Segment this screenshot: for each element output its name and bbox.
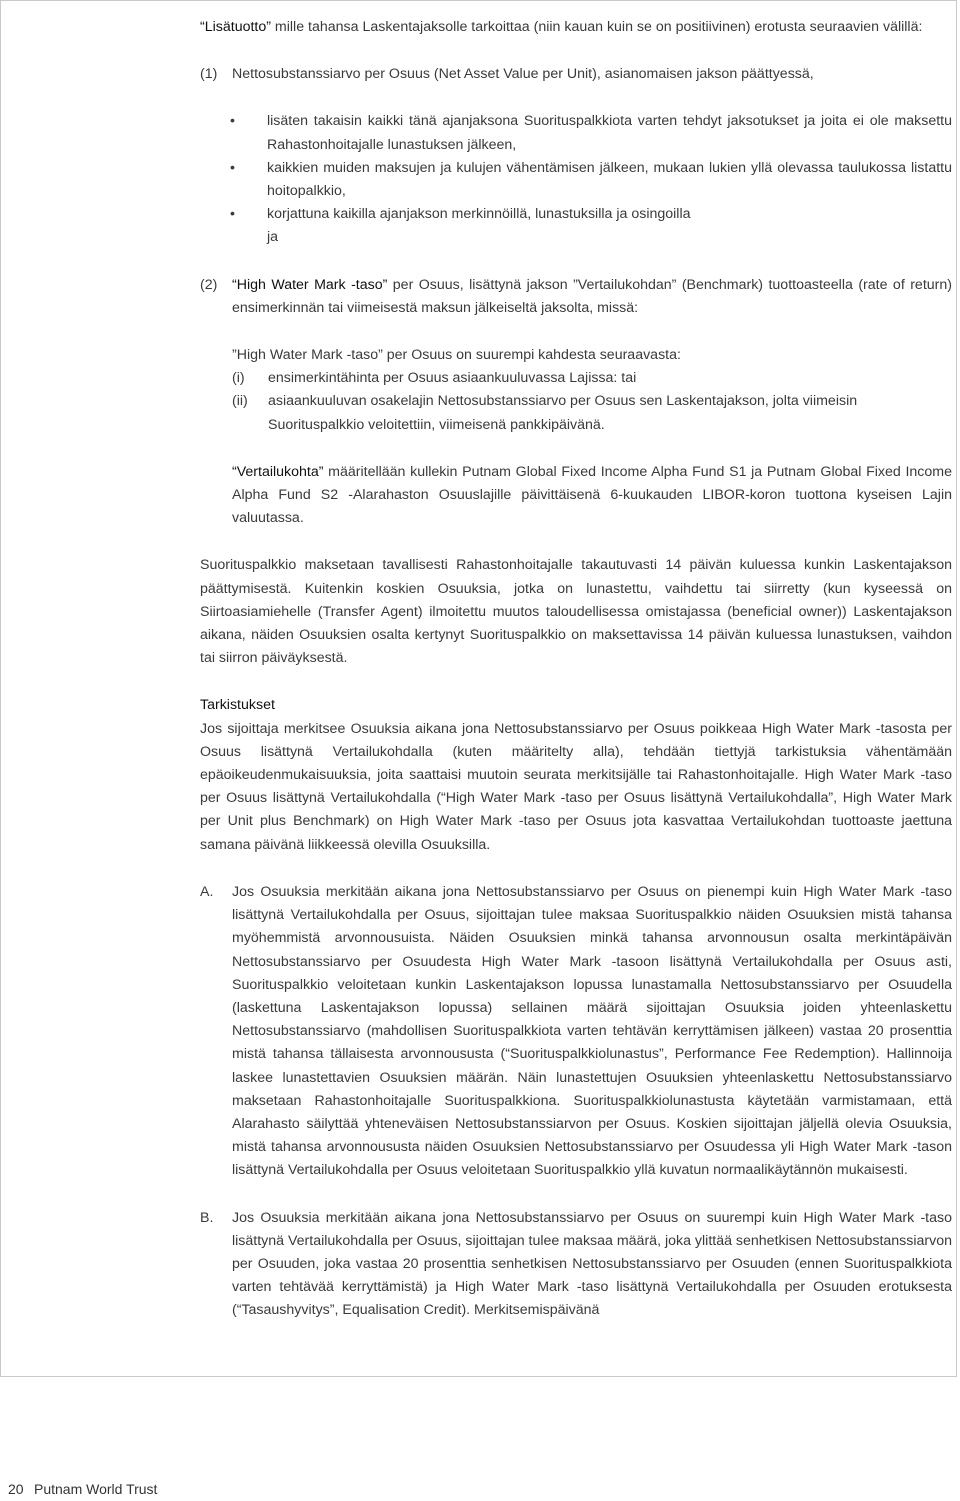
case-a-label: A. — [200, 883, 214, 900]
item-2-body — [232, 274, 952, 320]
case-a — [200, 881, 952, 1183]
hwm-item-text: asiaankuuluvan osakelajin Nettosubstanssiarvo per Osuus sen Laskentajakson, jolta viimeisin Suorituspalkkio veloitettiin, viimeisenä pankkipäivänä. — [268, 393, 858, 433]
item-2-number: (2) — [200, 276, 218, 293]
page-footer — [8, 1478, 157, 1501]
bullet-text: kaikkien muiden maksujen ja kulujen vähentämisen jälkeen, mukaan lukien yllä olevassa taulukossa listattu hoitopalkkio, — [267, 159, 952, 200]
item-2 — [200, 274, 952, 320]
page-number: 20 — [8, 1481, 24, 1497]
item-2-text: per Osuus, lisättynä jakson ”Vertailukohdan” (Benchmark) tuottoasteella (rate of return) ensimerkinnän tai viimeisestä maksun jälkeiseltä jaksolta, missä: — [232, 276, 952, 316]
hwm-item-number: (i) — [232, 370, 245, 387]
hwm-block — [232, 344, 952, 437]
document-title: Putnam World Trust — [34, 1481, 158, 1497]
case-b-label: B. — [200, 1209, 214, 1226]
bullet-item — [230, 110, 952, 156]
payment-paragraph: Suorituspalkkio maksetaan tavallisesti Rahastonhoitajalle takautuvasti 14 päivän kuluessa kunkin Laskentajakson päättymisestä. Kuitenkin koskien Osuuksia, jotka on lunastettu, vaihdettu tai siirretty (kun kyseessä on Siirtoasiamiehelle (Transfer Agent) ilmoitettu muutos taloudellisessa omistajassa (beneficial owner)) Laskentajakson aikana, näiden Osuuksien osalta kertynyt Suorituspalkkio on maksettavissa 14 päivän kuluessa lunastuksen, vaihdon tai siirron päiväyksestä. — [200, 557, 952, 667]
bullet-icon: • — [230, 159, 235, 176]
bullet-item — [230, 157, 952, 203]
hwm-item — [232, 390, 952, 436]
vertailukohta-term: “Vertailukohta” — [232, 463, 324, 480]
item-1-text: Nettosubstanssiarvo per Osuus (Net Asset Value per Unit), asianomaisen jakson päättyessä, — [232, 66, 814, 83]
lisatuotto-term: “Lisätuotto” — [200, 19, 271, 35]
vertailukohta-definition — [232, 461, 952, 531]
case-b — [200, 1207, 952, 1323]
hwm-item-number: (ii) — [232, 393, 248, 410]
item-1-number: (1) — [200, 66, 218, 83]
case-a-text: Jos Osuuksia merkitään aikana jona Nettosubstanssiarvo per Osuus on pienempi kuin High Water Mark -taso lisättynä Vertailukohdalla per Osuus, sijoittajan tulee maksaa Suorituspalkkio näiden Osuuksien mistä tahansa myöhemmistä arvonnousuista. Näiden Osuuksien minkä tahansa arvonnousun osalta merkintäpäivän Nettosubstanssiarvo per Osuudesta High Water Mark -tasoon lisättynä Vertailukohdalla per Osuus asti, Suorituspalkkio veloitetaan kunkin Laskentajakson lopussa lunastamalla Nettosubstanssiarvo per Osuudella (laskettuna Laskentajakson lopussa) sellainen määrä sijoittajan Osuuksia joiden yhteenlaskettu Nettosubstanssiarvo (mahdollisen Suorituspalkkiota varten tehtävän kerryttämisen jälkeen) vastaa 20 prosenttia mistä tahansa tällaisesta arvonnoususta (“Suorituspalkkiolunastus”, Performance Fee Redemption). Hallinnoija laskee lunastettavien Osuuksien määrän. Näin lunastettujen Osuuksien yhteenlaskettu Nettosubstanssiarvo maksetaan Rahastonhoitajalle Suorituspalkkiona. Suorituspalkkiolunastusta käytetään varmistamaan, että Alarahasto säilyttää yhteneväisen Nettosubstanssiarvon per Osuus. Koskien sijoittajan jäljellä olevia Osuuksia, mistä tahansa arvonnoususta näiden Osuuksien Nettosubstanssiarvo per Osuudessa yli High Water Mark -tason lisättynä Vertailukohdalla per Osuus veloitetaan Suorituspalkkio yllä kuvatun normaalikäytännön mukaisesti. — [232, 883, 952, 1179]
bullet-icon: • — [230, 206, 235, 223]
document-body — [200, 16, 952, 1323]
lisatuotto-definition — [200, 16, 952, 39]
hwm-intro: ”High Water Mark -taso” per Osuus on suurempi kahdesta seuraavasta: — [232, 347, 681, 364]
lisatuotto-text: mille tahansa Laskentajaksolle tarkoittaa (niin kauan kuin se on positiivinen) erotusta seuraavien välillä: — [270, 19, 923, 35]
case-b-text: Jos Osuuksia merkitään aikana jona Nettosubstanssiarvo per Osuus on suurempi kuin High Water Mark -taso lisättynä Vertailukohdalla per Osuus, sijoittajan tulee maksaa määrä, joka ylittää senhetkisen Nettosubstanssiarvon per Osuuden, joka vastaa 20 prosenttia senhetkisen Nettosubstanssiarvo per Osuuden (ennen Suorituspalkkiota varten tehtävää kerryttämistä) ja High Water Mark -taso lisättynä Vertailukohdalla per Osuuden erotuksesta (“Tasaushyvitys”, Equalisation Credit). Merkitsemispäivänä — [232, 1209, 953, 1319]
tarkistukset-text: Jos sijoittaja merkitsee Osuuksia aikana jona Nettosubstanssiarvo per Osuus poikkeaa High Water Mark -tasosta per Osuus lisättynä Vertailukohdalla (kuten määritelty alla), tehdään tiettyjä tarkistuksia vähentämään epäoikeudenmukaisuuksia, joita saattaisi muutoin seurata merkitsijälle tai Rahastonhoitajalle. High Water Mark -taso per Osuus lisättynä Vertailukohdalla (“High Water Mark -taso per Osuus lisättynä Vertailukohdalla”, High Water Mark per Unit plus Benchmark) on High Water Mark -taso per Osuus jota kasvattaa Vertailukohdan tuottoaste jaettuna samana päivänä liikkeessä olevilla Osuuksilla. — [200, 720, 952, 853]
bullet-list — [200, 110, 952, 249]
vertailukohta-text: määritellään kullekin Putnam Global Fixed Income Alpha Fund S1 ja Putnam Global Fixed Income Alpha Fund S2 -Alarahaston Osuuslajille päivittäisenä 6-kuukauden LIBOR-koron tuottona kyseisen Lajin valuutassa. — [232, 463, 952, 527]
tarkistukset-heading: Tarkistukset — [200, 697, 275, 714]
bullet-text: korjattuna kaikilla ajanjakson merkinnöillä, lunastuksilla ja osingoilla — [267, 206, 691, 223]
item-1 — [200, 63, 952, 86]
hwm-item-text: ensimerkintähinta per Osuus asiaankuuluvassa Lajissa: tai — [268, 370, 637, 387]
hwm-term: “High Water Mark -taso” — [232, 276, 388, 293]
bullet-item — [230, 203, 952, 226]
bullet-text: lisäten takaisin kaikki tänä ajanjaksona Suorituspalkkiota varten tehdyt jaksotukset ja joita ei ole maksettu Rahastonhoitajalle lunastuksen jälkeen, — [267, 113, 952, 153]
bullet-icon: • — [230, 113, 235, 130]
ja-connector: ja — [267, 229, 279, 246]
hwm-item — [232, 367, 952, 390]
